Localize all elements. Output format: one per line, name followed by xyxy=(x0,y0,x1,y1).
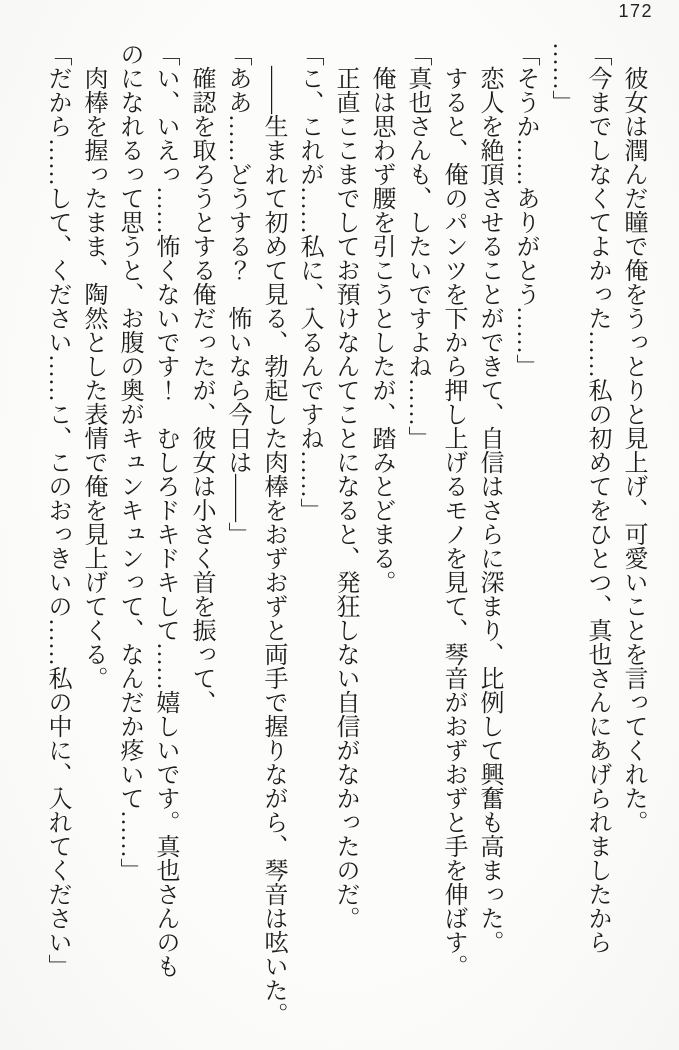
text-column: 肉棒を握ったまま、陶然とした表情で俺を見上げてくる。 xyxy=(80,66,106,690)
text-column: 恋人を絶頂させることができて、自信はさらに深まり、比例して興奮も高まった。 xyxy=(476,66,502,954)
text-column: ――生まれて初めて見る、勃起した肉棒をおずおずと両手で握りながら、琴音は呟いた。 xyxy=(260,66,286,1026)
text-area xyxy=(35,42,651,1034)
text-column: 「ああ……どうする？ 怖いなら今日は――」 xyxy=(224,42,250,546)
text-column: 彼女は潤んだ瞳で俺をうっとりと見上げ、可愛いことを言ってくれた。 xyxy=(620,66,646,834)
text-column: 正直ここまでしてお預けなんてことになると、発狂しない自信がなかったのだ。 xyxy=(332,66,358,930)
text-column: 確認を取ろうとする俺だったが、彼女は小さく首を振って、 xyxy=(188,66,214,714)
text-column: すると、俺のパンツを下から押し上げるモノを見て、琴音がおずおずと手を伸ばす。 xyxy=(440,66,466,978)
text-column: 俺は思わず腰を引こうとしたが、踏みとどまる。 xyxy=(368,66,394,594)
text-column: 「だから……して、ください……こ、このおっきいの……私の中に、入れてください」 xyxy=(44,42,70,978)
text-column: 「こ、これが……私に、入るんですね……」 xyxy=(296,42,322,522)
text-column: 「真也さんも、したいですよね……」 xyxy=(404,42,430,450)
text-column: 「い、いえっ……怖くないです！ むしろドキドキして……嬉しいです。真也さんのも xyxy=(152,42,178,978)
text-column: のになれるって思うと、お腹の奥がキュンキュンって、なんだか疼いて……」 xyxy=(116,42,142,882)
text-column: ……」 xyxy=(548,42,574,114)
text-column: 「そうか……ありがとう……」 xyxy=(512,42,538,378)
text-column: 「今までしなくてよかった……私の初めてをひとつ、真也さんにあげられましたから xyxy=(584,42,610,954)
page-number: 172 xyxy=(618,1,653,21)
